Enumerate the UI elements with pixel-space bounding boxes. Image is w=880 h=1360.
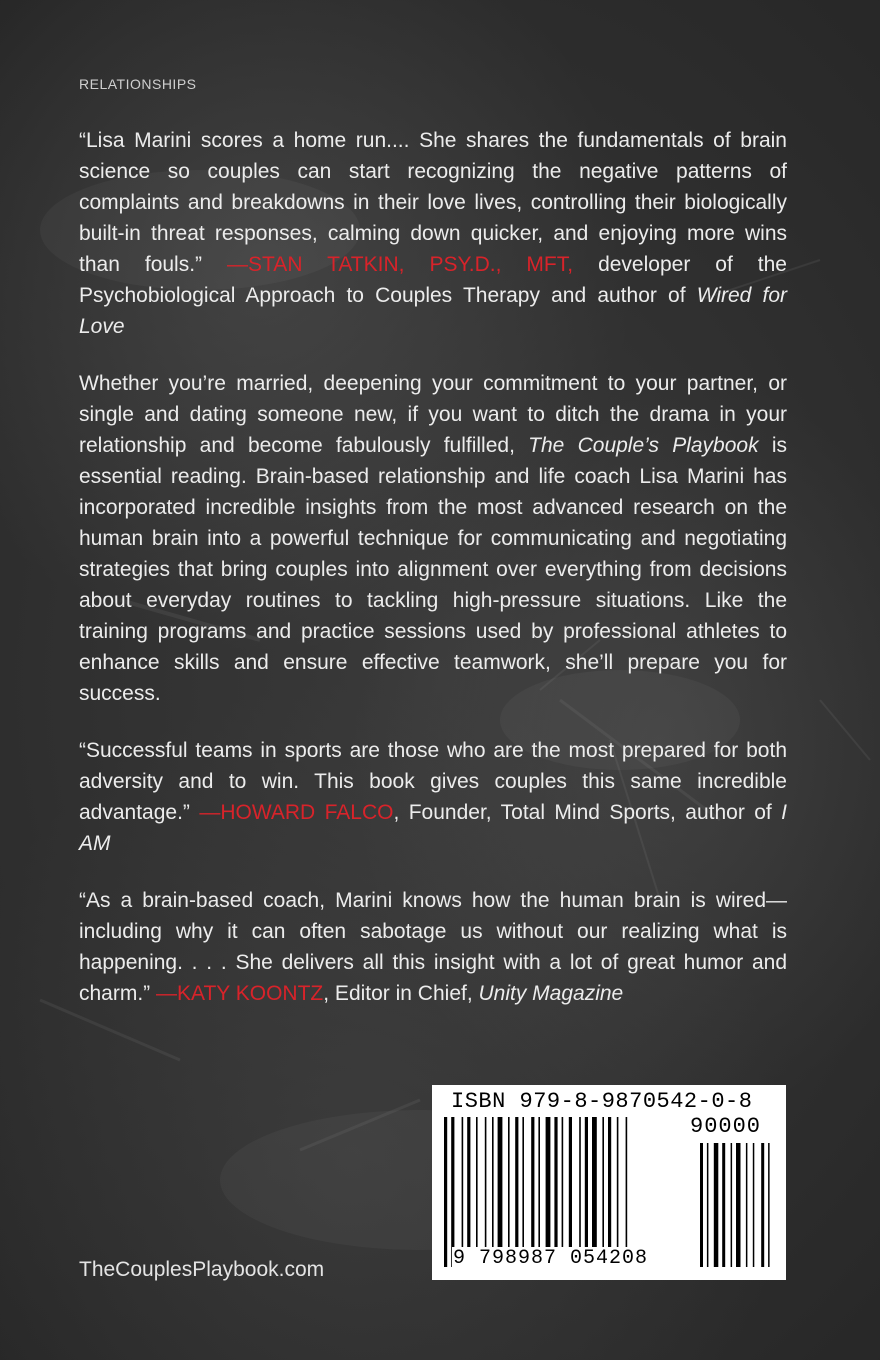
isbn-barcode-block xyxy=(432,1085,786,1280)
price-code: 90000 xyxy=(690,1114,762,1139)
barcode-bar xyxy=(508,1117,510,1247)
price-barcode-bar xyxy=(746,1143,748,1267)
description-lead: Whether you’re married, deepening your commitment to your partner, or single and dating someone new, if you want to ditch the drama in your relationship and become fabulously fulfilled, xyxy=(79,372,787,457)
blurb-falco-quote: “Successful teams in sports are those who are the most prepared for both adversity and to win. This book gives couples this same incredible advantage.” xyxy=(79,739,787,824)
blurb-koontz xyxy=(79,885,787,1009)
price-barcode-bar xyxy=(731,1143,733,1267)
blurb-falco-attribution: —HOWARD FALCO xyxy=(199,801,394,824)
barcode-bar xyxy=(579,1117,581,1247)
blurb-koontz-role: , Editor in Chief, xyxy=(323,982,479,1005)
blurb-koontz-attribution: —KATY KOONTZ xyxy=(156,982,324,1005)
blurb-falco xyxy=(79,735,787,859)
barcode-bar xyxy=(515,1117,518,1247)
barcode-bar xyxy=(531,1117,534,1247)
blurb-tatkin-role: developer of the Psychobiological Approach to Couples Therapy and author of xyxy=(79,253,787,307)
book-description xyxy=(79,368,787,709)
blurb-tatkin-quote: “Lisa Marini scores a home run.... She shares the fundamentals of brain science so couples can start recognizing the negative patterns of complaints and breakdowns in their love lives, controlling their biologically built-in threat responses, calming down quicker, and enjoying more wins than fouls.” xyxy=(79,129,787,276)
barcode-bar xyxy=(498,1117,503,1247)
barcode-bar xyxy=(585,1117,588,1247)
price-barcode-bar xyxy=(714,1143,719,1267)
blurb-koontz-publication: Unity Magazine xyxy=(478,982,624,1005)
blurb-koontz-quote: “As a brain-based coach, Marini knows how the human brain is wired—including why it can often sabotage us without our realizing what is happening. . . . She delivers all this insight with a lot of great humor and charm.” xyxy=(79,889,787,1005)
website-url[interactable]: TheCouplesPlaybook.com xyxy=(79,1258,325,1281)
barcode-bar xyxy=(617,1117,619,1247)
description-body: is essential reading. Brain-based relationship and life coach Lisa Marini has incorporated incredible insights from the most advanced research on the human brain into a powerful technique for communicating and negotiating strategies that bring couples into alignment over everything from decisions about everyday routines to tackling high-pressure situations. Like the training programs and practice sessions used by professional athletes to enhance skills and ensure effective teamwork, she’ll prepare you for success. xyxy=(79,434,788,705)
blurb-falco-role: , Founder, Total Mind Sports, author of xyxy=(393,801,782,824)
isbn-label: ISBN 979-8-9870542-0-8 xyxy=(451,1089,753,1114)
back-cover-text xyxy=(79,76,787,1035)
price-barcode-bar xyxy=(736,1143,741,1267)
barcode-bar xyxy=(554,1117,557,1247)
barcode-bar xyxy=(467,1117,470,1247)
barcode-bar xyxy=(602,1117,604,1247)
barcode-bar xyxy=(538,1117,540,1247)
barcode-bar xyxy=(626,1117,628,1267)
barcode-bar xyxy=(451,1117,454,1267)
blurb-falco-book: I AM xyxy=(79,801,787,855)
blurb-tatkin-attribution: —STAN TATKIN, PSY.D., MFT, xyxy=(227,253,574,276)
barcode-bar xyxy=(492,1117,494,1247)
ean-digits: 9 798987 054208 xyxy=(453,1247,649,1270)
barcode-bar xyxy=(444,1117,447,1267)
barcode-bar xyxy=(485,1117,487,1247)
price-barcode-bar xyxy=(761,1143,764,1267)
price-barcode-bar xyxy=(768,1143,770,1267)
barcode-bar xyxy=(476,1117,478,1247)
blurb-tatkin-book: Wired for Love xyxy=(79,284,787,338)
barcode-bar xyxy=(546,1117,551,1247)
barcode-bar xyxy=(608,1117,611,1247)
description-book-title: The Couple’s Playbook xyxy=(528,434,759,457)
barcode-bar xyxy=(562,1117,564,1247)
blurb-tatkin xyxy=(79,125,787,342)
price-barcode-bar xyxy=(722,1143,725,1267)
barcode-bar xyxy=(522,1117,524,1247)
price-barcode-bar xyxy=(700,1143,703,1267)
category-label: RELATIONSHIPS xyxy=(79,76,197,92)
price-barcode-bar xyxy=(707,1143,709,1267)
barcode-bar xyxy=(592,1117,597,1247)
price-barcode-bar xyxy=(753,1143,755,1267)
barcode-bar xyxy=(569,1117,572,1247)
barcode-bar xyxy=(462,1117,464,1247)
